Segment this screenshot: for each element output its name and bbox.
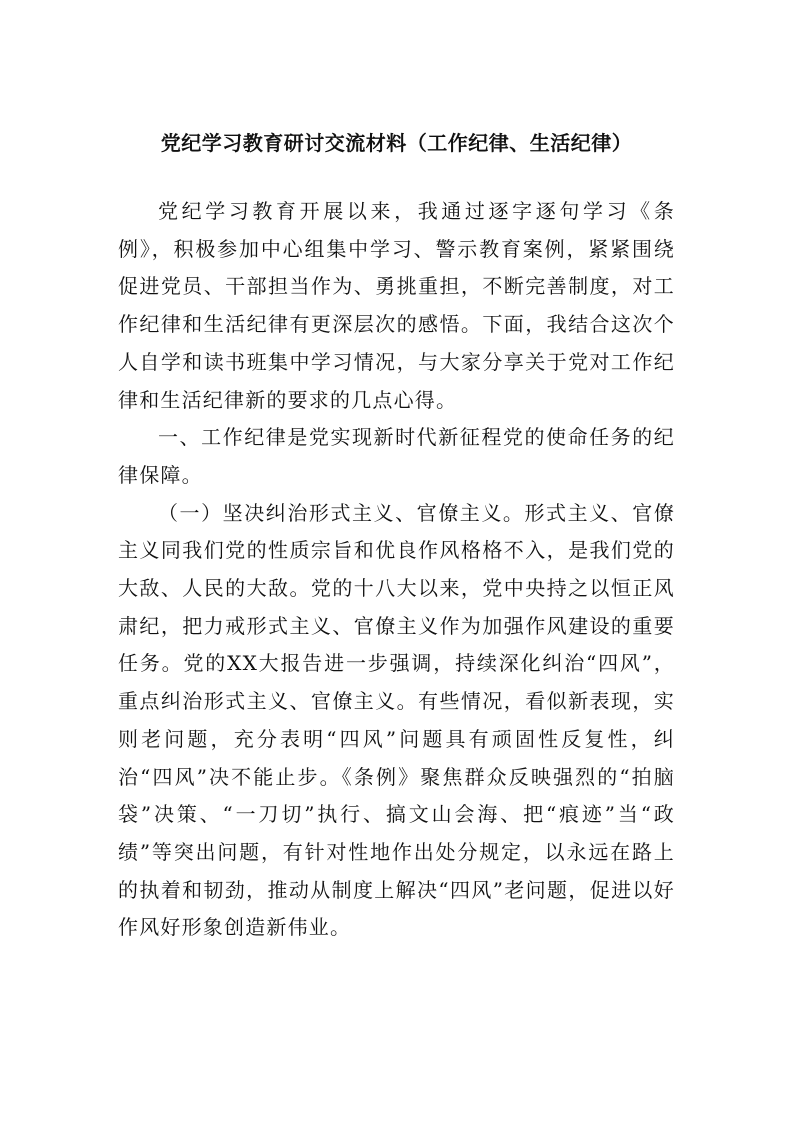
section-heading-1: 一、工作纪律是党实现新时代新征程党的使命任务的纪律保障。 (118, 425, 675, 487)
paragraph-intro: 党纪学习教育开展以来，我通过逐字逐句学习《条例》，积极参加中心组集中学习、警示教育案例，紧紧围绕促进党员、干部担当作为、勇挑重担，不断完善制度，对工作纪律和生活纪律有更深层次的感悟。下面，我结合这次个人自学和读书班集中学习情况，与大家分享关于党对工作纪律和生活纪律新的要求的几点心得。 (118, 199, 675, 412)
document-title: 党纪学习教育研讨交流材料（工作纪律、生活纪律） (160, 131, 633, 155)
document-body (118, 193, 675, 947)
paragraph-subsection-1: （一）坚决纠治形式主义、官僚主义。形式主义、官僚主义同我们党的性质宗旨和优良作风格格不入，是我们党的大敌、人民的大敌。党的十八大以来，党中央持之以恒正风肃纪，把力戒形式主义、官僚主义作为加强作风建设的重要任务。党的XX大报告进一步强调，持续深化纠治“四风”，重点纠治形式主义、官僚主义。有些情况，看似新表现，实则老问题，充分表明“四风”问题具有顽固性反复性，纠治“四风”决不能止步。《条例》聚焦群众反映强烈的“拍脑袋”决策、“一刀切”执行、搞文山会海、把“痕迹”当“政绩”等突出问题，有针对性地作出处分规定，以永远在路上的执着和韧劲，推动从制度上解决“四风”老问题，促进以好作风好形象创造新伟业。 (118, 500, 675, 940)
